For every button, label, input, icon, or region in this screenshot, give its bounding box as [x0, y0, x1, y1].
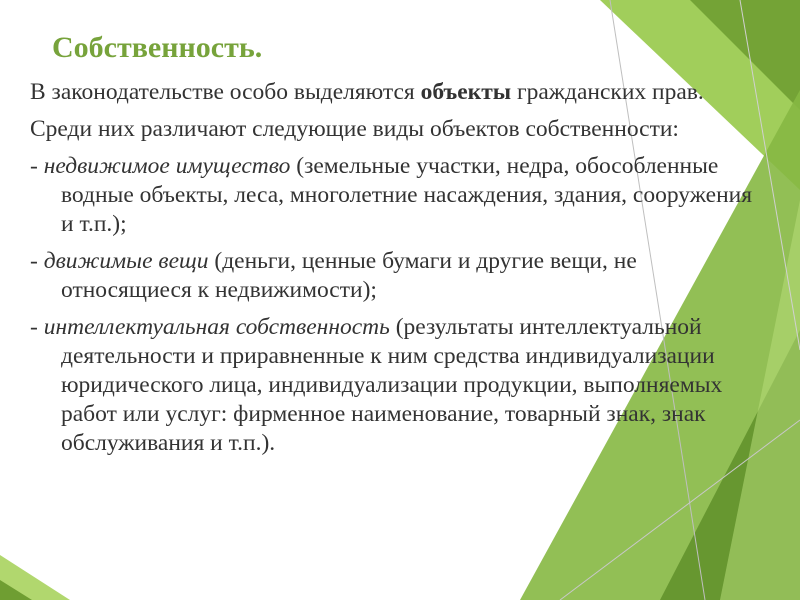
paragraph-objects-strong: объекты — [420, 79, 512, 105]
paragraph-objects-prefix: В законодательстве особо выделяются — [30, 79, 421, 105]
slide-title: Собственность. — [52, 31, 263, 64]
movables-dash: - — [30, 248, 44, 274]
paragraph-objects-rest: гражданских прав. — [511, 79, 704, 105]
slide-body — [30, 78, 760, 458]
intellectual-rest: (результаты интеллектуальной деятельности и приравненные к ним средства индивидуализации юридического лица, индивидуализации продукции, выполняемых работ или услуг: фирменное наименование, товарный знак, знак обслуживания и т.п.). — [61, 314, 723, 456]
real-estate-term: недвижимое имущество — [43, 153, 291, 179]
paragraph-intellectual — [30, 313, 760, 458]
intellectual-term: интеллектуальная собственность — [43, 314, 390, 340]
paragraph-types: Среди них различают следующие виды объектов собственности: — [30, 116, 679, 142]
intellectual-dash: - — [30, 314, 44, 340]
paragraph-objects — [30, 78, 760, 107]
real-estate-rest: (земельные участки, недра, обособленные водные объекты, леса, многолетние насаждения, здания, сооружения и т.п.); — [61, 153, 753, 237]
real-estate-dash: - — [30, 153, 44, 179]
movables-rest: (деньги, ценные бумаги и другие вещи, не относящиеся к недвижимости); — [61, 248, 637, 303]
paragraph-real-estate — [30, 152, 760, 239]
movables-term: движимые вещи — [43, 248, 209, 274]
paragraph-movables — [30, 247, 760, 305]
